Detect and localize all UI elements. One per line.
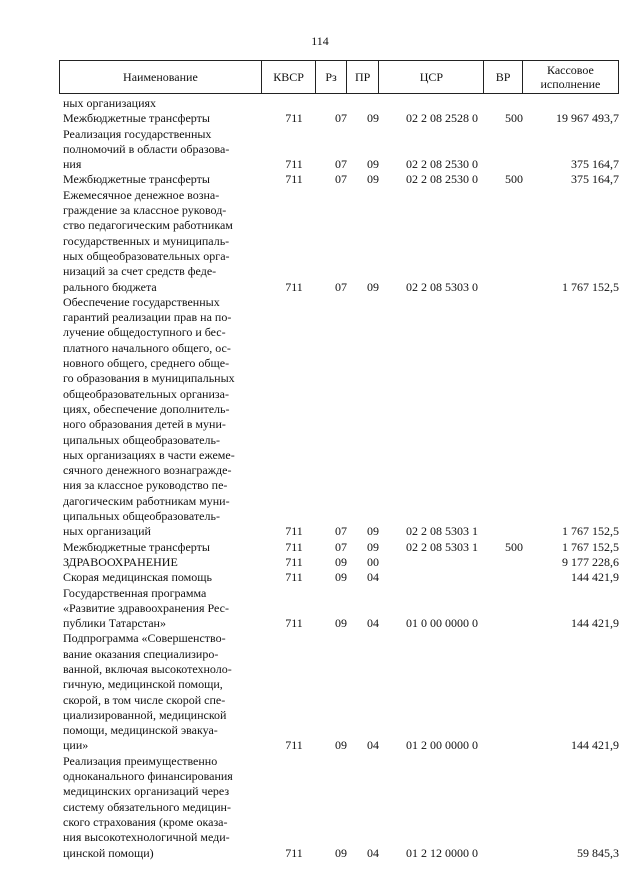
row-name-line: рального бюджета <box>63 279 157 294</box>
row-name-line: медицинских организаций через <box>63 784 230 799</box>
row-amount: 375 164,7 <box>571 157 619 172</box>
header-name: Наименование <box>60 61 262 94</box>
row-name <box>63 754 263 861</box>
row-name <box>63 631 263 753</box>
row-amount <box>533 96 619 111</box>
row-name-line: ния высокотехнологичной меди- <box>63 830 230 845</box>
row-pr: 09 <box>367 157 379 172</box>
row-vr <box>495 555 533 570</box>
row-pr: 09 <box>367 539 379 554</box>
row-name-line: ванной, включая высокотехноло- <box>63 661 232 676</box>
row-csr: 02 2 08 2530 0 <box>406 172 478 187</box>
row-name-line: Межбюджетные трансферты <box>63 172 210 187</box>
row-kvsr: 711 <box>285 616 303 631</box>
row-name <box>63 127 263 173</box>
page-number: 114 <box>311 34 329 48</box>
table-row <box>63 96 619 111</box>
row-amount: 144 421,9 <box>571 570 619 585</box>
table-row <box>63 754 619 861</box>
row-name-line: общеобразовательных организа- <box>63 386 229 401</box>
table-header <box>59 60 619 94</box>
row-pr: 04 <box>367 570 379 585</box>
row-name-line: помощи, медицинской эвакуа- <box>63 723 218 738</box>
row-name-line: ство педагогическим работникам <box>63 218 233 233</box>
row-kvsr: 711 <box>285 524 303 539</box>
row-name-line: публики Татарстан» <box>63 616 166 631</box>
row-kvsr: 711 <box>285 111 303 126</box>
row-name-line: ных организациях в части ежеме- <box>63 447 235 462</box>
row-name-line: Обеспечение государственных <box>63 294 220 309</box>
row-kvsr <box>263 96 325 111</box>
header-amount-line2: исполнение <box>540 77 601 91</box>
row-pr: 09 <box>367 279 379 294</box>
row-name-line: ных организаций <box>63 524 151 539</box>
row-name-line: ЗДРАВООХРАНЕНИЕ <box>63 554 178 569</box>
row-name-line: Реализация государственных <box>63 126 212 141</box>
row-vr <box>495 188 533 295</box>
row-vr: 500 <box>505 539 523 554</box>
row-name <box>63 295 263 540</box>
row-name-line: Реализация преимущественно <box>63 753 218 768</box>
row-amount: 1 767 152,5 <box>562 524 619 539</box>
row-amount: 59 845,3 <box>577 845 619 860</box>
row-name-line: государственных и муниципаль- <box>63 233 230 248</box>
row-pr: 04 <box>367 738 379 753</box>
row-name <box>63 540 263 555</box>
table-row <box>63 127 619 173</box>
row-csr: 01 2 12 0000 0 <box>406 845 478 860</box>
row-name-line: цинской помощи) <box>63 845 154 860</box>
row-name-line: Скорая медицинская помощь <box>63 570 212 585</box>
row-vr <box>495 631 533 753</box>
row-name-line: гичную, медицинской помощи, <box>63 677 223 692</box>
row-name-line: циях, обеспечение дополнитель- <box>63 401 230 416</box>
row-rz: 09 <box>335 845 347 860</box>
row-name-line: ния за классное руководство пе- <box>63 478 228 493</box>
row-kvsr: 711 <box>285 279 303 294</box>
row-csr: 02 2 08 5303 0 <box>406 279 478 294</box>
row-name <box>63 96 263 111</box>
row-name <box>63 555 263 570</box>
table-row <box>63 570 619 585</box>
row-name-line: ципальных общеобразователь- <box>63 432 220 447</box>
row-pr: 04 <box>367 845 379 860</box>
row-amount: 1 767 152,5 <box>562 539 619 554</box>
row-amount: 144 421,9 <box>571 738 619 753</box>
row-csr <box>389 555 495 570</box>
row-kvsr: 711 <box>285 738 303 753</box>
row-vr <box>495 754 533 861</box>
row-name <box>63 586 263 632</box>
row-name-line: скорой, в том числе скорой спе- <box>63 692 226 707</box>
row-name-line: ского страхования (кроме оказа- <box>63 814 228 829</box>
row-name-line: новного общего, среднего обще- <box>63 356 230 371</box>
row-kvsr: 711 <box>285 570 303 585</box>
row-name-line: циализированной, медицинской <box>63 707 227 722</box>
table-body <box>63 96 619 861</box>
row-name-line: ния <box>63 157 82 172</box>
row-name <box>63 111 263 126</box>
row-csr <box>389 570 495 585</box>
row-vr <box>495 570 533 585</box>
row-kvsr: 711 <box>285 539 303 554</box>
table-row <box>63 586 619 632</box>
table-row <box>63 540 619 555</box>
row-vr: 500 <box>505 172 523 187</box>
row-name <box>63 570 263 585</box>
header-csr: ЦСР <box>379 61 484 94</box>
row-name-line: дагогическим работникам муни- <box>63 493 230 508</box>
row-vr <box>495 127 533 173</box>
row-name-line: Межбюджетные трансферты <box>63 539 210 554</box>
table-row <box>63 188 619 295</box>
row-pr: 00 <box>367 554 379 569</box>
row-name-line: ных общеобразовательных орга- <box>63 248 230 263</box>
row-amount: 19 967 493,7 <box>556 111 619 126</box>
row-vr <box>495 96 533 111</box>
row-rz: 07 <box>335 524 347 539</box>
row-rz: 09 <box>335 554 347 569</box>
row-name-line: систему обязательного медицин- <box>63 799 231 814</box>
table-row <box>63 172 619 187</box>
row-pr: 09 <box>367 524 379 539</box>
row-pr: 04 <box>367 616 379 631</box>
row-name-line: Подпрограмма «Совершенство- <box>63 631 226 646</box>
row-name-line: платного начального общего, ос- <box>63 340 231 355</box>
row-name-line: ции» <box>63 738 89 753</box>
row-name-line: вание оказания специализиро- <box>63 646 219 661</box>
row-rz: 09 <box>335 738 347 753</box>
row-name-line: «Развитие здравоохранения Рес- <box>63 600 229 615</box>
row-csr: 01 2 00 0000 0 <box>406 738 478 753</box>
row-vr: 500 <box>505 111 523 126</box>
row-pr <box>357 96 389 111</box>
row-vr <box>495 295 533 540</box>
header-kvsr: КВСР <box>261 61 315 94</box>
row-csr: 02 2 08 5303 1 <box>406 539 478 554</box>
row-kvsr: 711 <box>285 157 303 172</box>
row-rz: 07 <box>335 539 347 554</box>
table-row <box>63 295 619 540</box>
header-row <box>60 61 619 94</box>
row-csr: 02 2 08 2530 0 <box>406 157 478 172</box>
row-name-line: низаций за счет средств феде- <box>63 264 217 279</box>
row-name-line: го образования в муниципальных <box>63 371 235 386</box>
row-name-line: гарантий реализации прав на по- <box>63 310 232 325</box>
row-name-line: лучение общедоступного и бес- <box>63 325 226 340</box>
row-rz: 09 <box>335 570 347 585</box>
row-amount: 9 177 228,6 <box>562 554 619 569</box>
row-vr <box>495 586 533 632</box>
row-name <box>63 188 263 295</box>
row-kvsr: 711 <box>285 845 303 860</box>
row-pr: 09 <box>367 172 379 187</box>
row-amount: 1 767 152,5 <box>562 279 619 294</box>
row-name-line: Ежемесячное денежное возна- <box>63 187 220 202</box>
row-rz: 09 <box>335 616 347 631</box>
row-rz: 07 <box>335 172 347 187</box>
row-name-line: граждение за классное руковод- <box>63 203 227 218</box>
row-name-line: ных организациях <box>63 96 157 110</box>
row-name-line: Государственная программа <box>63 585 207 600</box>
table-row <box>63 555 619 570</box>
row-rz: 07 <box>335 157 347 172</box>
table-row <box>63 631 619 753</box>
header-amount <box>522 61 618 94</box>
row-rz: 07 <box>335 111 347 126</box>
row-csr: 01 0 00 0000 0 <box>406 616 478 631</box>
row-csr <box>389 96 495 111</box>
row-name <box>63 172 263 187</box>
row-name-line: полномочий в области образова- <box>63 141 230 156</box>
row-rz: 07 <box>335 279 347 294</box>
header-amount-line1: Кассовое <box>546 63 594 77</box>
row-kvsr: 711 <box>285 172 303 187</box>
row-rz <box>325 96 357 111</box>
header-pr: ПР <box>346 61 379 94</box>
row-name-line: одноканального финансирования <box>63 769 233 784</box>
header-rz: Рз <box>316 61 347 94</box>
row-pr: 09 <box>367 111 379 126</box>
row-name-line: ципальных общеобразователь- <box>63 509 220 524</box>
row-name-line: Межбюджетные трансферты <box>63 111 210 126</box>
header-vr: ВР <box>484 61 522 94</box>
row-amount: 375 164,7 <box>571 172 619 187</box>
row-amount: 144 421,9 <box>571 616 619 631</box>
row-name-line: сячного денежного вознагражде- <box>63 463 232 478</box>
row-csr: 02 2 08 5303 1 <box>406 524 478 539</box>
row-name-line: ного образования детей в муни- <box>63 417 226 432</box>
row-csr: 02 2 08 2528 0 <box>406 111 478 126</box>
row-kvsr: 711 <box>285 554 303 569</box>
table-row <box>63 111 619 126</box>
